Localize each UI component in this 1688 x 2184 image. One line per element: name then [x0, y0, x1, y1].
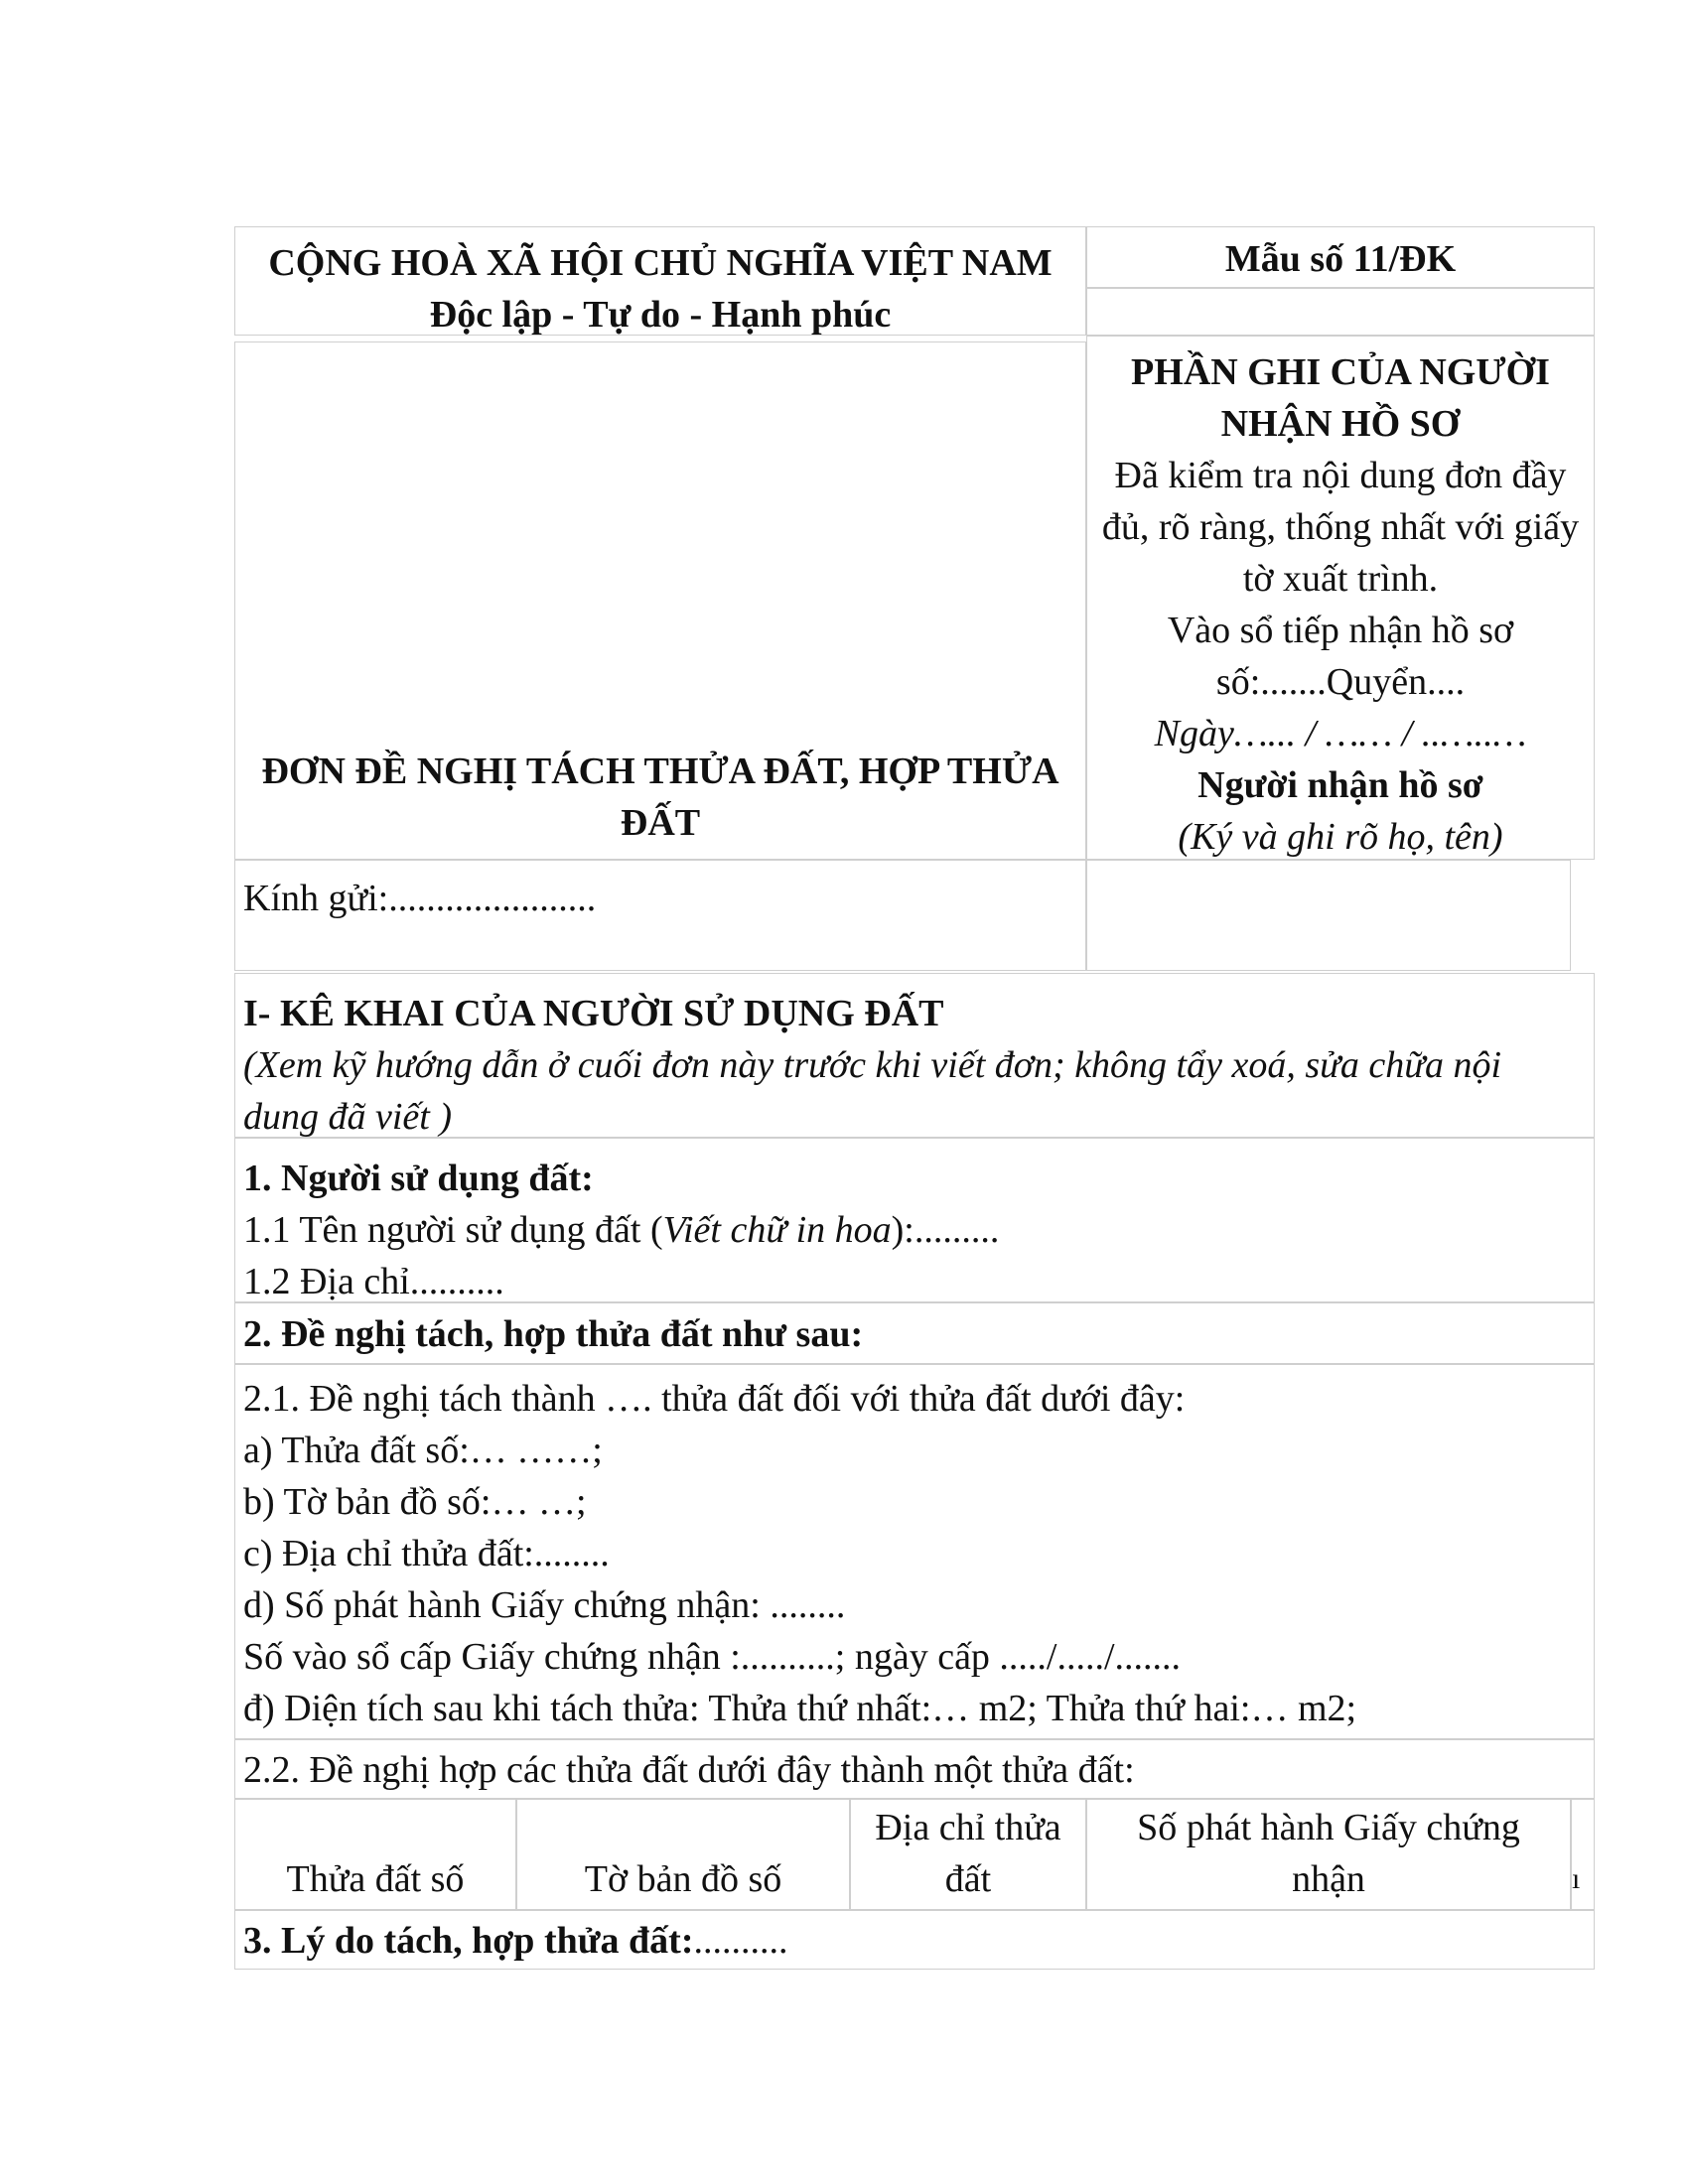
- form-title-cell: [234, 341, 1086, 860]
- item-2-1-cell: [234, 1364, 1595, 1739]
- section-i-note: (Xem kỹ hướng dẫn ở cuối đơn này trước khi viết đơn; không tẩy xoá, sửa chữa nội dung đã viết ): [243, 1044, 1502, 1138]
- form-number-spacer-cell: [1086, 288, 1595, 336]
- country-name: CỘNG HOÀ XÃ HỘI CHỦ NGHĨA VIỆT NAM: [268, 242, 1053, 284]
- receiver-signature-note: (Ký và ghi rõ họ, tên): [1178, 816, 1503, 858]
- item-1-cell: [234, 1138, 1595, 1302]
- split-line: b) Tờ bản đồ số:… …;: [243, 1481, 587, 1523]
- item-2-title-cell: [234, 1302, 1595, 1364]
- item-1-name-line: 1.1 Tên người sử dụng đất (Viết chữ in hoa):.........: [243, 1209, 1000, 1251]
- receiver-section-cell: [1086, 336, 1595, 860]
- item-2-2-cell: [234, 1739, 1595, 1799]
- split-line: d) Số phát hành Giấy chứng nhận: ........: [243, 1584, 846, 1626]
- split-line: 2.1. Đề nghị tách thành …. thửa đất đối với thửa đất dưới đây:: [243, 1378, 1186, 1420]
- receiver-section-title: PHẦN GHI CỦA NGƯỜI NHẬN HỒ SƠ: [1131, 351, 1550, 445]
- header-national-title-cell: [234, 226, 1086, 336]
- merge-col-parcel-number: Thửa đất số: [234, 1799, 516, 1910]
- receiver-register-text: Vào sổ tiếp nhận hồ sơ số:.......Quyển....: [1167, 610, 1514, 703]
- item-3-cell: [234, 1910, 1595, 1970]
- split-line: a) Thửa đất số:… ……;: [243, 1430, 603, 1471]
- item-1-address: 1.2 Địa chỉ..........: [243, 1261, 504, 1302]
- split-line: đ) Diện tích sau khi tách thửa: Thửa thứ nhất:… m2; Thửa thứ hai:… m2;: [243, 1688, 1357, 1729]
- split-line: c) Địa chỉ thửa đất:........: [243, 1533, 610, 1574]
- item-1-title: 1. Người sử dụng đất:: [243, 1158, 594, 1199]
- addressee-text: Kính gửi:......................: [243, 878, 597, 919]
- merge-col-certificate-number: Số phát hành Giấy chứng nhận: [1086, 1799, 1571, 1910]
- item-3-title: 3. Lý do tách, hợp thửa đất:: [243, 1920, 694, 1962]
- item-2-title: 2. Đề nghị tách, hợp thửa đất như sau:: [243, 1313, 864, 1355]
- merge-col-extra: ı: [1571, 1799, 1595, 1910]
- motto: Độc lập - Tự do - Hạnh phúc: [429, 294, 892, 336]
- form-title: ĐƠN ĐỀ NGHỊ TÁCH THỬA ĐẤT, HỢP THỬA ĐẤT: [261, 751, 1059, 844]
- item-2-2-intro: 2.2. Đề nghị hợp các thửa đất dưới đây thành một thửa đất:: [243, 1749, 1135, 1791]
- item-3-line: [235, 1911, 1594, 1967]
- merge-col-parcel-address: Địa chỉ thửa đất: [850, 1799, 1086, 1910]
- addressee-cell: [234, 860, 1086, 971]
- form-number-cell: [1086, 226, 1595, 288]
- split-line: Số vào sổ cấp Giấy chứng nhận :..........; ngày cấp ...../...../.......: [243, 1636, 1182, 1678]
- merge-col-map-sheet: Tờ bản đồ số: [516, 1799, 850, 1910]
- receiver-check-text: Đã kiểm tra nội dung đơn đầy đủ, rõ ràng, thống nhất với giấy tờ xuất trình.: [1101, 455, 1580, 600]
- section-i-title: I- KÊ KHAI CỦA NGƯỜI SỬ DỤNG ĐẤT: [243, 993, 944, 1034]
- receiver-date-text: Ngày…... / …… / ..…..…: [1154, 713, 1527, 754]
- addressee-right-cell: [1086, 860, 1571, 971]
- receiver-label: Người nhận hồ sơ: [1197, 764, 1483, 806]
- item-3-value: ..........: [693, 1920, 788, 1962]
- section-i-cell: [234, 973, 1595, 1138]
- form-number: Mẫu số 11/ĐK: [1224, 238, 1457, 280]
